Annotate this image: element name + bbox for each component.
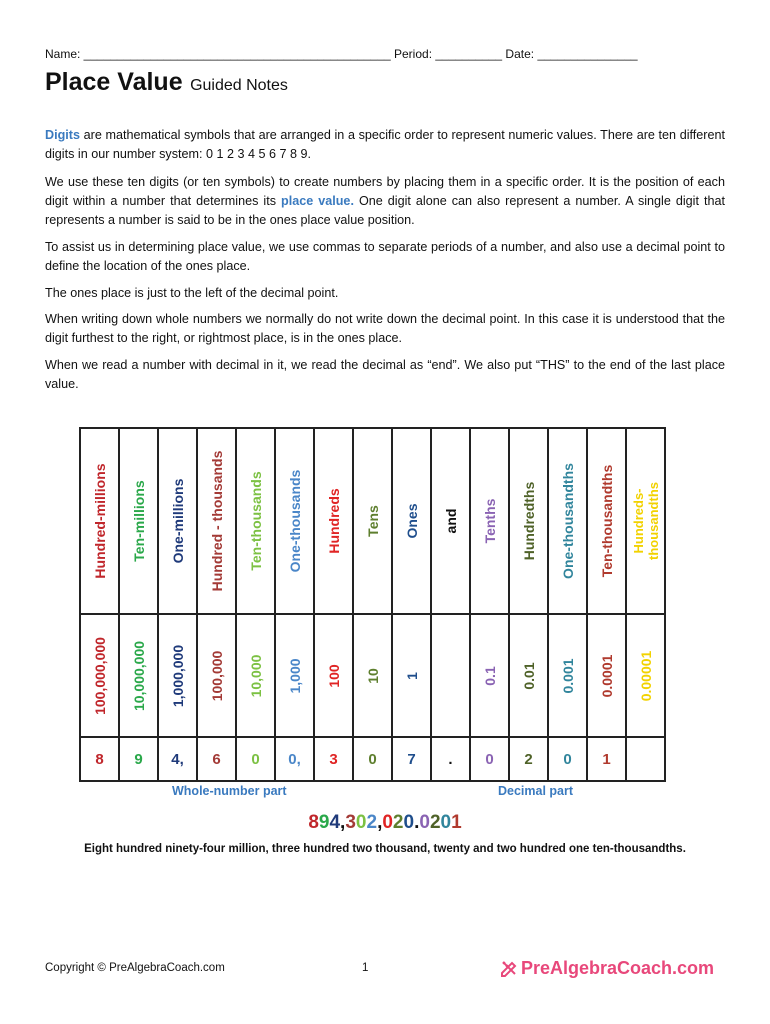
example-digit: 4, <box>158 737 197 781</box>
decimal-part-label: Decimal part <box>498 784 574 798</box>
example-digit: 3 <box>314 737 353 781</box>
place-name-cell <box>197 428 236 614</box>
paragraph-commas: To assist us in determining place value, we use commas to separate periods of a number, and also use a decimal point to define the location of the ones place. <box>45 240 725 273</box>
example-number-in-words: Eight hundred ninety-four million, three hundred two thousand, twenty and two hundred one ten-thousandths. <box>84 843 686 855</box>
place-value-cell <box>626 614 665 737</box>
example-number-digit: 0 <box>403 812 415 833</box>
example-digit <box>626 737 665 781</box>
place-value-cell <box>158 614 197 737</box>
example-digit: 0 <box>236 737 275 781</box>
example-digit-row <box>80 737 665 781</box>
example-number-digit: 0 <box>382 812 393 833</box>
place-name: Tens <box>364 505 381 537</box>
place-value-cell <box>314 614 353 737</box>
place-name-cell <box>587 428 626 614</box>
example-number-digit: , <box>377 812 383 833</box>
place-value-cell <box>353 614 392 737</box>
paragraph-reading-decimals: When we read a number with decimal in it, we read the decimal as “end”. We also put “THS” to the end of the last place value. <box>45 358 725 391</box>
place-value-cell <box>548 614 587 737</box>
place-name: Ten-millions <box>130 480 147 562</box>
page-number: 1 <box>362 962 369 974</box>
example-digit: 0 <box>470 737 509 781</box>
place-value-row <box>80 614 665 737</box>
place-value: 0.0001 <box>598 654 615 697</box>
place-value: 100,000,000 <box>91 636 108 715</box>
place-name: Ones <box>403 503 420 539</box>
place-name-cell <box>314 428 353 614</box>
place-name: Hundred-millions <box>91 463 108 579</box>
brand-name: PreAlgebraCoach.com <box>521 958 715 978</box>
example-number-digit: 2 <box>392 812 404 833</box>
place-value: 0.00001 <box>637 650 654 701</box>
place-name-cell <box>236 428 275 614</box>
example-number-digit: 2 <box>366 812 378 833</box>
example-digit: 1 <box>587 737 626 781</box>
example-number <box>0 812 770 834</box>
paragraph-place-value-text-b: One digit alone can also represent a number. A single digit that represents a number is said to be in the ones place value position. <box>45 194 726 227</box>
example-digit: 8 <box>80 737 119 781</box>
title-main: Place Value <box>45 68 183 96</box>
place-value: 10,000,000 <box>130 640 147 711</box>
place-name: One-millions <box>169 478 186 564</box>
place-value: 1,000 <box>286 657 303 694</box>
example-number-digit: 0 <box>419 812 430 833</box>
place-name: Hundredths <box>520 481 537 561</box>
example-number-digit: 9 <box>318 812 330 833</box>
whole-number-part-label: Whole-number part <box>172 784 287 798</box>
example-digit: . <box>431 737 470 781</box>
example-digit: 0, <box>275 737 314 781</box>
example-digit: 7 <box>392 737 431 781</box>
place-name-cell <box>275 428 314 614</box>
place-name: Hundreds- thousandths <box>630 482 661 560</box>
page-title <box>45 68 288 97</box>
example-number-digit: . <box>414 812 420 833</box>
place-value: 10 <box>364 667 381 684</box>
place-name: Ten-thousands <box>247 471 264 571</box>
paragraph-ones-place: The ones place is just to the left of the decimal point. <box>45 286 339 300</box>
place-value: 0.001 <box>559 657 576 694</box>
example-digit: 0 <box>548 737 587 781</box>
example-number-digit: 3 <box>345 812 356 833</box>
place-name-row <box>80 428 665 614</box>
place-name-cell <box>158 428 197 614</box>
place-name: Hundreds <box>325 488 342 554</box>
place-value: 10,000 <box>247 654 264 697</box>
term-place-value: place value. <box>281 194 354 208</box>
place-value: 1 <box>403 671 420 680</box>
place-name-cell <box>392 428 431 614</box>
place-name-cell <box>119 428 158 614</box>
place-value: 1,000,000 <box>169 644 186 707</box>
place-name: One-thousandths <box>559 463 576 579</box>
paragraph-place-value-text-a: We use these ten digits (or ten symbols) to create numbers by placing them in a specific order. It is the position of each digit within a number that determines its <box>45 175 725 208</box>
paragraph-digits <box>45 126 725 164</box>
place-value-cell <box>119 614 158 737</box>
place-name-cell <box>509 428 548 614</box>
paragraph-whole-numbers: When writing down whole numbers we normally do not write down the decimal point. In this case it is understood that the digit furthest to the right, or rightmost place, is in the ones place. <box>45 312 725 345</box>
place-value-cell <box>275 614 314 737</box>
place-value: 100 <box>325 663 342 688</box>
place-value-cell <box>392 614 431 737</box>
place-value-table <box>79 427 666 782</box>
example-number-digit: 2 <box>429 812 441 833</box>
place-value: 100,000 <box>208 650 225 701</box>
place-name: Ten-thousandths <box>598 464 615 578</box>
place-name: One-thousands <box>286 469 303 573</box>
paragraph-place-value <box>45 173 725 230</box>
term-digits: Digits <box>45 128 80 142</box>
place-name: Tenths <box>481 498 498 544</box>
place-name-cell <box>470 428 509 614</box>
place-value-cell <box>587 614 626 737</box>
place-name: Hundred - thousands <box>208 450 225 592</box>
place-name-cell <box>548 428 587 614</box>
example-number-digit: 8 <box>308 812 319 833</box>
title-sub: Guided Notes <box>190 77 288 94</box>
example-number-digit: 0 <box>440 812 452 833</box>
header-fields: Name: ______________________________________________ Period: __________ Date: _______________ <box>45 47 638 61</box>
paragraph-digits-text: are mathematical symbols that are arranged in a specific order to represent numeric values. There are ten different digits in our number system: 0 1 2 3 4 5 6 7 8 9. <box>45 128 725 161</box>
place-value-cell <box>470 614 509 737</box>
copyright: Copyright © PreAlgebraCoach.com <box>45 962 225 974</box>
place-value-cell <box>197 614 236 737</box>
place-name-cell <box>626 428 665 614</box>
place-name-cell <box>353 428 392 614</box>
example-number-digit: 1 <box>451 812 462 833</box>
place-value: 0.1 <box>481 665 498 686</box>
place-value-cell <box>80 614 119 737</box>
place-value-cell <box>509 614 548 737</box>
example-digit: 0 <box>353 737 392 781</box>
place-name-cell <box>80 428 119 614</box>
brand-logo[interactable] <box>500 958 714 979</box>
example-number-digit: , <box>340 812 346 833</box>
place-name-cell <box>431 428 470 614</box>
example-digit: 2 <box>509 737 548 781</box>
example-number-digit: 0 <box>355 812 367 833</box>
place-value: 0.01 <box>520 661 537 690</box>
example-number-digit: 4 <box>329 812 341 833</box>
example-digit: 6 <box>197 737 236 781</box>
pencil-ruler-icon <box>500 959 518 977</box>
place-value-cell <box>236 614 275 737</box>
example-digit: 9 <box>119 737 158 781</box>
place-value-cell <box>431 614 470 737</box>
place-name: and <box>442 508 459 534</box>
